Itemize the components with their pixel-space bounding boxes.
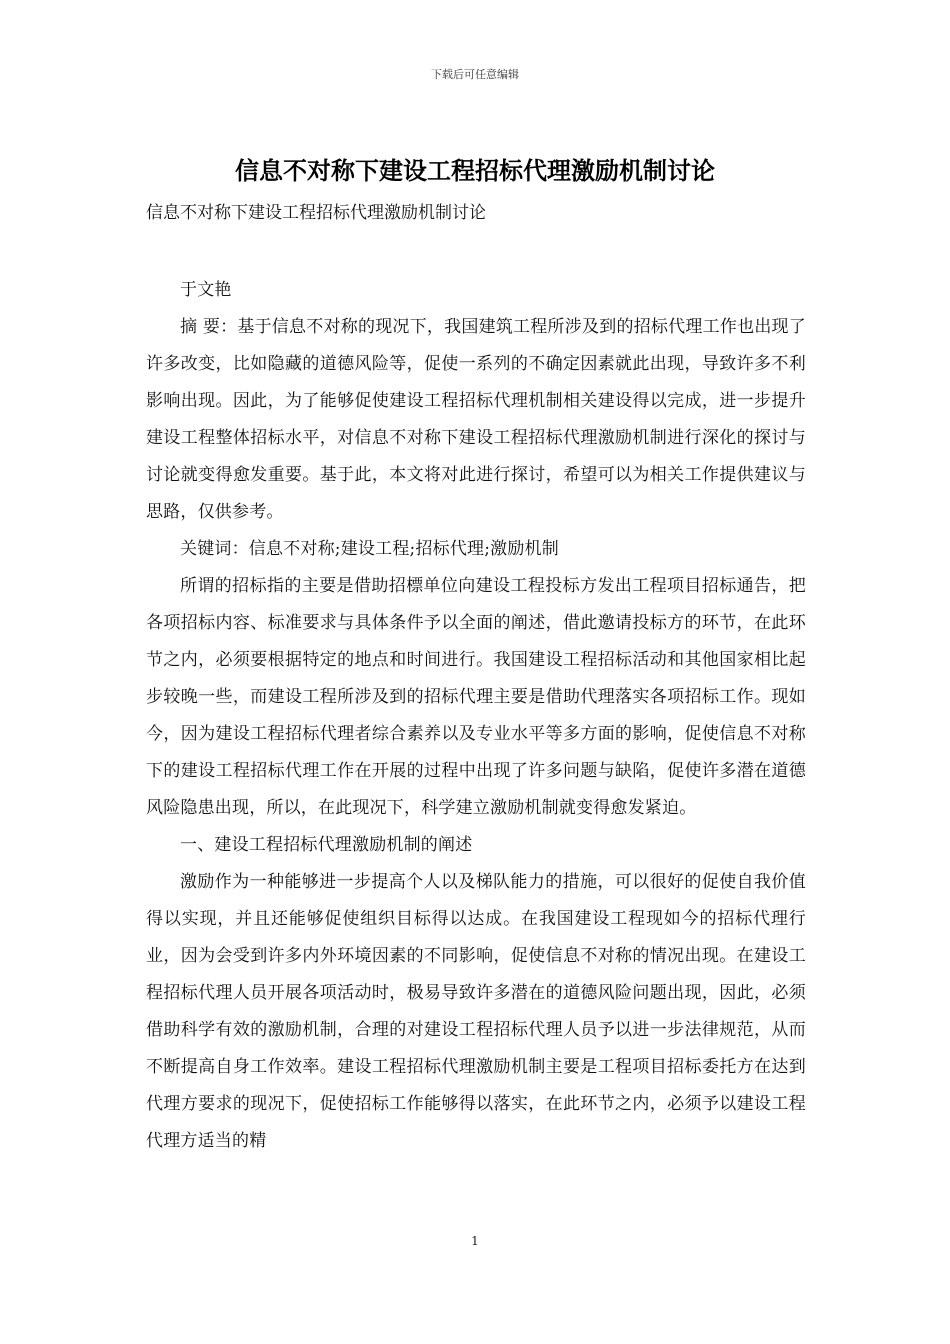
body-paragraph: 激励作为一种能够进一步提高个人以及梯队能力的措施，可以很好的促使自我价值得以实现，并且还能够促使组织目标得以达成。在我国建设工程现如今的招标代理行业，因为会受到许多内外环境因素的不同影响，促使信息不对称的情况出现。在建设工程招标代理人员开展各项活动时，极易导致许多潜在的道德风险问题出现，因此，必须借助科学有效的激励机制，合理的对建设工程招标代理人员予以进一步法律规范，从而不断提高自身工作效率。建设工程招标代理激励机制主要是工程项目招标委托方在达到代理方要求的现况下，促使招标工作能够得以落实，在此环节之内，必须予以建设工程代理方适当的精 (146, 872, 806, 1151)
body-paragraph: 所谓的招标指的主要是借助招標单位向建设工程投标方发出工程项目招标通告，把各项招标内容、标准要求与具体条件予以全面的阐述，借此邀请投标方的环节，在此环节之内，必须要根据特定的地点和时间进行。我国建设工程招标活动和其他国家相比起步较晚一些，而建设工程所涉及到的招标代理主要是借助代理落实各项招标工作。现如今，因为建设工程招标代理者综合素养以及专业水平等多方面的影响，促使信息不对称下的建设工程招标代理工作在开展的过程中出现了许多问题与缺陷，促使许多潜在道德风险隐患出现，所以，在此现况下，科学建立激励机制就变得愈发紧迫。 (146, 576, 806, 818)
abstract-paragraph: 摘 要：基于信息不对称的现况下，我国建筑工程所涉及到的招标代理工作也出现了许多改变，比如隐藏的道德风险等，促使一系列的不确定因素就此出现，导致许多不利影响出现。因此，为了能够促使建设工程招标代理机制相关建设得以完成，进一步提升建设工程整体招标水平，对信息不对称下建设工程招标代理激励机制进行深化的探讨与讨论就变得愈发重要。基于此，本文将对此进行探讨，希望可以为相关工作提供建议与思路，仅供参考。 (146, 317, 806, 522)
document-body (146, 272, 806, 1160)
document-title: 信息不对称下建设工程招标代理激励机制讨论 (235, 157, 715, 185)
document-subtitle: 信息不对称下建设工程招标代理激励机制讨论 (146, 203, 486, 223)
header-note: 下载后可任意编辑 (431, 68, 519, 81)
section-heading: 一、建设工程招标代理激励机制的阐述 (180, 835, 473, 855)
keywords-paragraph: 关键词：信息不对称;建设工程;招标代理;激励机制 (180, 539, 559, 559)
page-number: 1 (471, 1234, 479, 1248)
author-line: 于文艳 (180, 280, 232, 300)
